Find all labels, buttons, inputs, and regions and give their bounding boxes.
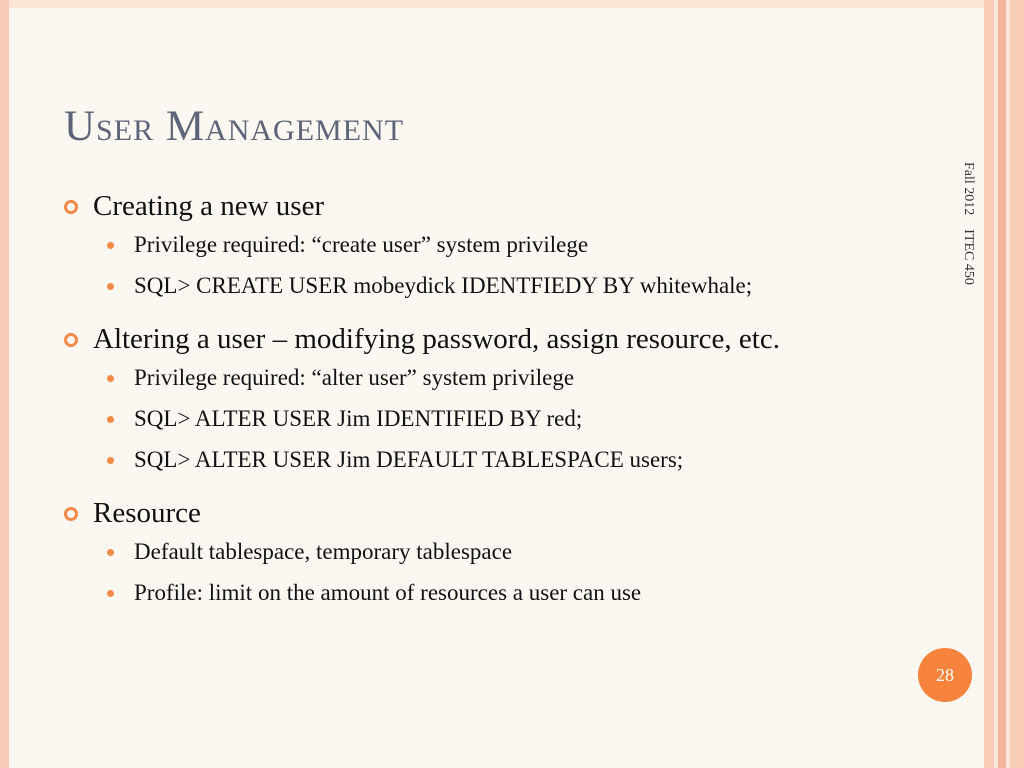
sub-bullet-item <box>62 403 922 434</box>
sub-bullet-text: SQL> ALTER USER Jim DEFAULT TABLESPACE users; <box>134 447 684 472</box>
slide-content <box>62 186 922 618</box>
frame-top <box>0 0 1024 8</box>
dot-bullet-icon <box>107 283 114 290</box>
sub-bullet-text: Privilege required: “alter user” system privilege <box>134 365 575 390</box>
decor-stripe <box>1010 0 1024 768</box>
sub-bullet-item <box>62 270 922 301</box>
ring-bullet-icon <box>64 333 78 347</box>
sub-bullet-item <box>62 577 922 608</box>
sub-bullet-text: Default tablespace, temporary tablespace <box>134 539 513 564</box>
sub-bullet-text: SQL> CREATE USER mobeydick IDENTFIEDY BY whitewhale; <box>134 273 753 298</box>
dot-bullet-icon <box>107 457 114 464</box>
dot-bullet-icon <box>107 416 114 423</box>
dot-bullet-icon <box>107 242 114 249</box>
bullet-item <box>62 319 922 359</box>
sub-bullet-item <box>62 362 922 393</box>
bullet-text: Resource <box>93 497 201 529</box>
decor-stripe <box>984 0 994 768</box>
page-number-badge: 28 <box>918 648 972 702</box>
dot-bullet-icon <box>107 590 114 597</box>
dot-bullet-icon <box>107 375 114 382</box>
sub-bullet-item <box>62 229 922 260</box>
frame-left <box>0 0 9 768</box>
decor-stripe <box>998 0 1006 768</box>
bullet-item <box>62 186 922 226</box>
bullet-text: Creating a new user <box>93 190 325 222</box>
bullet-item <box>62 493 922 533</box>
sub-bullet-item <box>62 536 922 567</box>
side-note: Fall 2012 ITEC 450 <box>961 162 976 285</box>
ring-bullet-icon <box>64 200 78 214</box>
sub-bullet-text: Profile: limit on the amount of resources a user can use <box>134 580 642 605</box>
bullet-text: Altering a user – modifying password, assign resource, etc. <box>93 323 780 355</box>
slide-title: User Management <box>64 103 405 150</box>
sub-bullet-item <box>62 444 922 475</box>
ring-bullet-icon <box>64 507 78 521</box>
sub-bullet-text: Privilege required: “create user” system privilege <box>134 232 589 257</box>
sub-bullet-text: SQL> ALTER USER Jim IDENTIFIED BY red; <box>134 406 583 431</box>
dot-bullet-icon <box>107 549 114 556</box>
